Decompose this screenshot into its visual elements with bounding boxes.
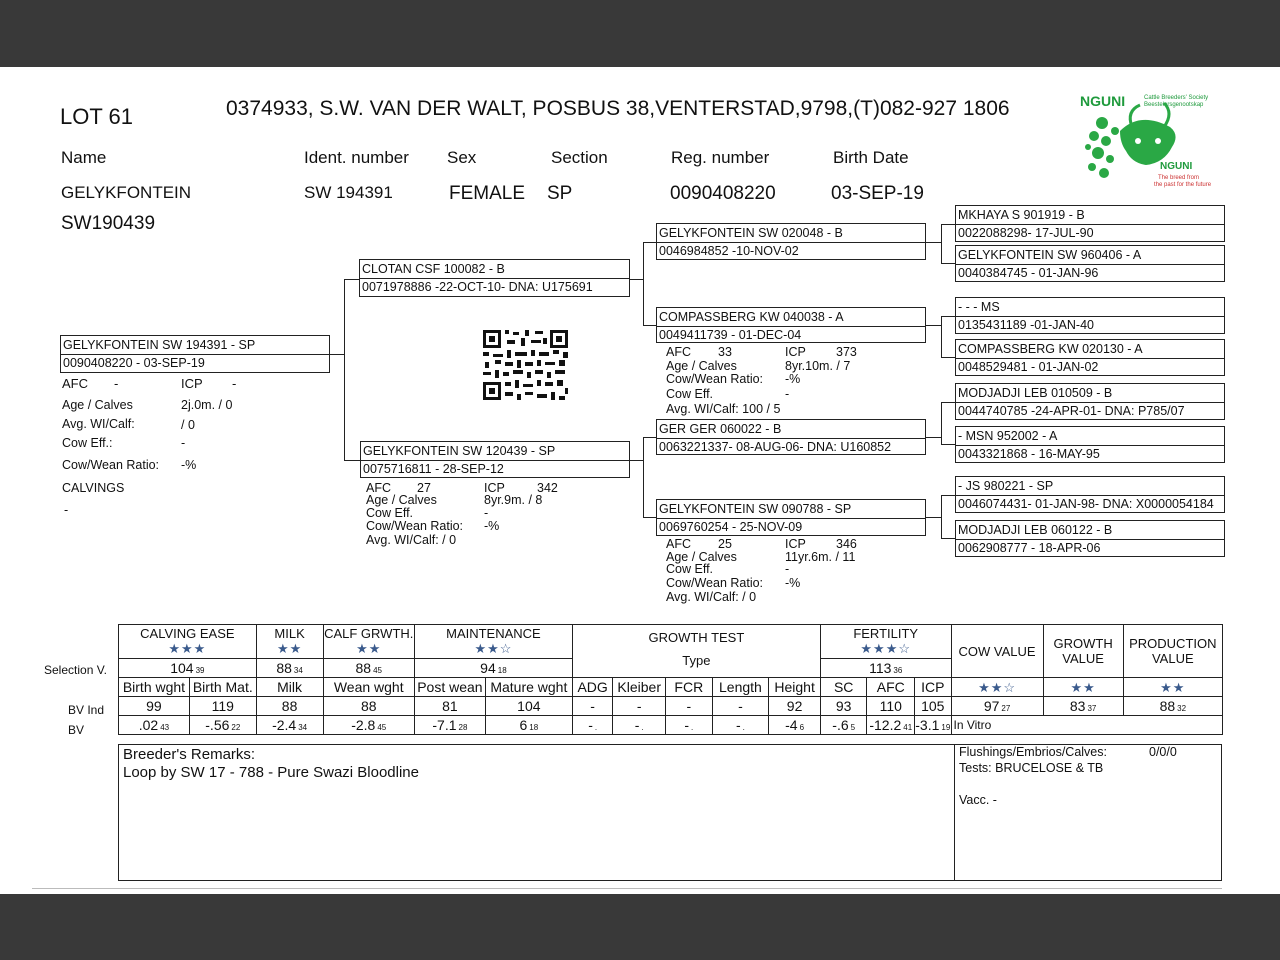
logo-tagline-1: The breed from xyxy=(1158,175,1200,181)
dam-sire-reg: 0063221337- 08-AUG-06- DNA: U160852 xyxy=(659,440,892,454)
sire-dam-age: 8yr.10m. / 7 xyxy=(785,359,851,373)
g3-reg: 0048529481 - 01-JAN-02 xyxy=(958,360,1099,374)
subject-ratio: -% xyxy=(181,458,197,472)
col-post-wean: Post wean xyxy=(414,678,485,697)
bvind-cell: - xyxy=(666,697,713,716)
col-milk: Milk xyxy=(256,678,323,697)
g3-box-1[interactable] xyxy=(955,205,1225,242)
bvind-growth-value: 83 37 xyxy=(1043,697,1123,716)
maintenance-header: MAINTENANCE ★★☆ xyxy=(414,625,572,659)
bvind-cow-value: 97 27 xyxy=(951,697,1043,716)
cow-value-header: COW VALUE xyxy=(951,625,1043,678)
bvind-label: BV Ind xyxy=(68,703,105,717)
calvings-value: - xyxy=(64,503,69,517)
logo-brand-small: NGUNI xyxy=(1160,161,1193,172)
dam-afc: 27 xyxy=(417,481,431,495)
g3-reg: 0040384745 - 01-JAN-96 xyxy=(958,266,1099,280)
calving-stars: ★★★ xyxy=(168,641,207,656)
dam-age: 8yr.9m. / 8 xyxy=(484,493,543,507)
subject-wi: / 0 xyxy=(181,418,195,432)
dam-wi: Avg. WI/Calf: / 0 xyxy=(366,533,457,547)
dam-dam-name: GELYKFONTEIN SW 090788 - SP xyxy=(659,502,852,516)
bvind-cell: 99 xyxy=(119,697,190,716)
subject-afc: - xyxy=(114,376,119,391)
label-ident: Ident. number xyxy=(304,148,409,167)
g3-reg: 0046074431- 01-JAN-98- DNA: X0000054184 xyxy=(958,497,1214,511)
label-section: Section xyxy=(551,148,608,167)
g3-box-5[interactable] xyxy=(955,383,1225,420)
cow-value-stars: ★★☆ xyxy=(951,678,1043,697)
calvings-label: CALVINGS xyxy=(62,481,125,495)
bv-cell: -2.4 34 xyxy=(256,716,323,735)
g3-name: MODJADJI LEB 060122 - B xyxy=(958,523,1113,537)
remarks-text: Loop by SW 17 - 788 - Pure Swazi Bloodline xyxy=(123,764,419,781)
production-value-header: PRODUCTION VALUE xyxy=(1123,625,1222,678)
bv-cell: -.56 22 xyxy=(189,716,256,735)
footer-divider xyxy=(32,888,1222,889)
bvind-cell: 105 xyxy=(915,697,951,716)
sel-calving: 104 39 xyxy=(119,659,257,678)
label-sex: Sex xyxy=(447,148,477,167)
flushings-label: Flushings/Embrios/Calves: xyxy=(959,745,1107,759)
bv-cell: -12.2 41 xyxy=(867,716,915,735)
bv-cell: .02 43 xyxy=(119,716,190,735)
sire-dam-afc-label: AFC xyxy=(666,345,691,359)
bvind-cell: - xyxy=(572,697,613,716)
bv-cell: - . xyxy=(572,716,613,735)
subject-eff: - xyxy=(181,436,186,450)
animal-section: SP xyxy=(547,183,573,204)
g3-reg: 0062908777 - 18-APR-06 xyxy=(958,541,1101,555)
bv-cell: -.6 5 xyxy=(820,716,867,735)
sire-sire-name: GELYKFONTEIN SW 020048 - B xyxy=(659,226,843,240)
col-afc: AFC xyxy=(867,678,915,697)
g3-box-3[interactable] xyxy=(955,297,1225,334)
remarks-box xyxy=(118,744,1222,881)
sire-dam-afc: 33 xyxy=(718,345,732,359)
dam-reg: 0075716811 - 28-SEP-12 xyxy=(363,462,504,476)
dam-dam-age-label: Age / Calves xyxy=(666,550,737,564)
production-value-stars: ★★ xyxy=(1123,678,1222,697)
col-mature-wght: Mature wght xyxy=(485,678,572,697)
g3-box-2[interactable] xyxy=(955,245,1225,282)
calving-ease-header: CALVING EASE ★★★ xyxy=(119,625,257,659)
nguni-logo xyxy=(1080,91,1210,193)
dam-name: GELYKFONTEIN SW 120439 - SP xyxy=(363,444,556,458)
col-height: Height xyxy=(769,678,821,697)
g3-reg: 0022088298- 17-JUL-90 xyxy=(958,226,1094,240)
sire-box[interactable] xyxy=(359,259,630,297)
sire-dam-ratio: -% xyxy=(785,372,801,386)
subject-box[interactable] xyxy=(60,335,330,373)
g3-name: - - - MS xyxy=(958,300,1000,314)
type-label: Type xyxy=(682,653,711,668)
col-icp: ICP xyxy=(915,678,951,697)
bvind-production-value: 88 32 xyxy=(1123,697,1222,716)
bvind-cell: 119 xyxy=(189,697,256,716)
sel-growth: 88 45 xyxy=(323,659,414,678)
dam-dam-reg: 0069760254 - 25-NOV-09 xyxy=(659,520,803,534)
sel-maint: 94 18 xyxy=(414,659,572,678)
bvind-cell: 81 xyxy=(414,697,485,716)
col-sc: SC xyxy=(820,678,867,697)
flushings-value: 0/0/0 xyxy=(1149,745,1177,759)
remarks-title: Breeder's Remarks: xyxy=(123,746,256,763)
dam-dam-wi: Avg. WI/Calf: / 0 xyxy=(666,590,757,604)
growth-value-stars: ★★ xyxy=(1043,678,1123,697)
pedigree-page xyxy=(0,67,1280,894)
fertility-header: FERTILITY ★★★☆ xyxy=(820,625,951,659)
dam-dam-afc: 25 xyxy=(718,537,732,551)
dam-dam-age: 11yr.6m. / 11 xyxy=(785,550,856,564)
g3-box-8[interactable] xyxy=(955,520,1225,557)
growth-value-header: GROWTH VALUE xyxy=(1043,625,1123,678)
selection-label: Selection V. xyxy=(44,663,107,677)
subject-reg: 0090408220 - 03-SEP-19 xyxy=(63,356,205,370)
g3-box-4[interactable] xyxy=(955,339,1225,376)
ebv-table xyxy=(118,624,1223,735)
sel-fert: 113 36 xyxy=(820,659,951,678)
dam-dam-afc-label: AFC xyxy=(666,537,691,551)
sire-dam-icp: 373 xyxy=(836,345,857,359)
maint-stars: ★★☆ xyxy=(474,641,513,656)
col-birth-wght: Birth wght xyxy=(119,678,190,697)
g3-name: - JS 980221 - SP xyxy=(958,479,1054,493)
dam-dam-eff: - xyxy=(785,562,790,576)
bv-cell: -4 6 xyxy=(769,716,821,735)
dam-icp-label: ICP xyxy=(484,481,505,495)
dam-icp: 342 xyxy=(537,481,558,495)
sire-sire-box[interactable] xyxy=(656,223,926,260)
fert-stars: ★★★☆ xyxy=(860,641,912,656)
col-birth-mat: Birth Mat. xyxy=(189,678,256,697)
animal-birth: 03-SEP-19 xyxy=(831,183,924,204)
bv-cell: -2.8 45 xyxy=(323,716,414,735)
dam-dam-ratio-label: Cow/Wean Ratio: xyxy=(666,576,764,590)
g3-reg: 0043321868 - 16-MAY-95 xyxy=(958,447,1100,461)
growth-stars: ★★ xyxy=(356,641,382,656)
sire-reg: 0071978886 -22-OCT-10- DNA: U175691 xyxy=(362,280,593,294)
milk-header: MILK ★★ xyxy=(256,625,323,659)
logo-society: Cattle Breeders' Society xyxy=(1144,95,1209,101)
col-kleiber: Kleiber xyxy=(613,678,666,697)
col-adg: ADG xyxy=(572,678,613,697)
sire-dam-eff: - xyxy=(785,387,790,401)
dam-ratio-label: Cow/Wean Ratio: xyxy=(366,519,464,533)
sire-dam-eff-label: Cow Eff. xyxy=(666,387,714,401)
milk-stars: ★★ xyxy=(276,641,303,656)
g3-name: MKHAYA S 901919 - B xyxy=(958,208,1085,222)
dam-age-label: Age / Calves xyxy=(366,493,437,507)
col-fcr: FCR xyxy=(666,678,713,697)
lot-number: LOT 61 xyxy=(60,104,133,129)
subject-icp: - xyxy=(232,376,237,391)
growth-test-header: GROWTH TEST Type xyxy=(572,625,820,678)
col-length: Length xyxy=(712,678,769,697)
bv-cell: - . xyxy=(613,716,666,735)
dam-sire-box[interactable] xyxy=(656,419,926,455)
bv-cell: - . xyxy=(666,716,713,735)
sel-milk: 88 34 xyxy=(256,659,323,678)
g3-box-7[interactable] xyxy=(955,476,1225,513)
dam-dam-ratio: -% xyxy=(785,576,801,590)
bvind-cell: 104 xyxy=(485,697,572,716)
subject-ratio-label: Cow/Wean Ratio: xyxy=(62,458,160,472)
qr-code-icon xyxy=(481,328,570,402)
sire-dam-wi: Avg. WI/Calf: 100 / 5 xyxy=(666,402,781,416)
bv-cell: - . xyxy=(712,716,769,735)
g3-reg: 0135431189 -01-JAN-40 xyxy=(958,318,1094,332)
bvind-cell: - xyxy=(613,697,666,716)
logo-brand: NGUNI xyxy=(1080,93,1126,109)
bvind-cell: 88 xyxy=(256,697,323,716)
animal-reg: 0090408220 xyxy=(670,183,776,204)
dam-sire-name: GER GER 060022 - B xyxy=(659,422,782,436)
col-wean-wght: Wean wght xyxy=(323,678,414,697)
label-name: Name xyxy=(61,148,107,167)
bv-label: BV xyxy=(68,723,85,737)
g3-reg: 0044740785 -24-APR-01- DNA: P785/07 xyxy=(958,404,1185,418)
sire-dam-name: COMPASSBERG KW 040038 - A xyxy=(659,310,844,324)
g3-name: - MSN 952002 - A xyxy=(958,429,1058,443)
subject-age: 2j.0m. / 0 xyxy=(181,398,233,412)
bv-cell: -3.1 19 xyxy=(915,717,951,733)
g3-box-6[interactable] xyxy=(955,426,1225,463)
g3-name: GELYKFONTEIN SW 960406 - A xyxy=(958,248,1142,262)
logo-tagline-2: the past for the future xyxy=(1154,182,1212,188)
in-vitro: In Vitro xyxy=(951,716,1222,735)
bvind-cell: 88 xyxy=(323,697,414,716)
bv-cell: -7.1 28 xyxy=(414,716,485,735)
animal-name: GELYKFONTEIN xyxy=(61,183,192,202)
sire-dam-ratio-label: Cow/Wean Ratio: xyxy=(666,372,764,386)
subject-icp-label: ICP xyxy=(181,376,203,391)
dam-eff-label: Cow Eff. xyxy=(366,506,414,520)
bvind-cell: 110 xyxy=(867,697,915,716)
dam-dam-icp: 346 xyxy=(836,537,857,551)
animal-code: SW190439 xyxy=(61,213,156,234)
dam-dam-eff-label: Cow Eff. xyxy=(666,562,714,576)
animal-sex: FEMALE xyxy=(449,183,526,204)
owner-line: 0374933, S.W. VAN DER WALT, POSBUS 38,VENTERSTAD,9798,(T)082-927 1806 xyxy=(226,97,1010,120)
dam-box[interactable] xyxy=(360,441,630,478)
logo-society-af: Beestelersgenootskap xyxy=(1144,102,1204,108)
sire-name: CLOTAN CSF 100082 - B xyxy=(362,262,505,276)
bv-cell: 6 18 xyxy=(485,716,572,735)
subject-age-label: Age / Calves xyxy=(62,398,133,412)
subject-name: GELYKFONTEIN SW 194391 - SP xyxy=(63,338,256,352)
subject-wi-label: Avg. WI/Calf: xyxy=(62,417,135,431)
g3-name: COMPASSBERG KW 020130 - A xyxy=(958,342,1143,356)
dam-afc-label: AFC xyxy=(366,481,391,495)
sire-dam-icp-label: ICP xyxy=(785,345,806,359)
dam-eff: - xyxy=(484,506,489,520)
bvind-cell: 93 xyxy=(820,697,867,716)
dam-ratio: -% xyxy=(484,519,500,533)
subject-eff-label: Cow Eff.: xyxy=(62,436,113,450)
sire-dam-reg: 0049411739 - 01-DEC-04 xyxy=(659,328,802,342)
dam-dam-icp-label: ICP xyxy=(785,537,806,551)
sire-dam-box[interactable] xyxy=(656,307,926,343)
vaccinations: Vacc. - xyxy=(959,793,997,807)
bvind-cell: - xyxy=(712,697,769,716)
sire-sire-reg: 0046984852 -10-NOV-02 xyxy=(659,244,799,258)
label-birth: Birth Date xyxy=(833,148,909,167)
sire-dam-age-label: Age / Calves xyxy=(666,359,737,373)
dam-dam-box[interactable] xyxy=(656,499,926,536)
subject-afc-label: AFC xyxy=(62,376,88,391)
bvind-cell: 92 xyxy=(769,697,821,716)
g3-name: MODJADJI LEB 010509 - B xyxy=(958,386,1113,400)
label-reg: Reg. number xyxy=(671,148,770,167)
calf-growth-header: CALF GRWTH. ★★ xyxy=(323,625,414,659)
tests: Tests: BRUCELOSE & TB xyxy=(959,761,1104,775)
animal-ident: SW 194391 xyxy=(304,183,393,202)
